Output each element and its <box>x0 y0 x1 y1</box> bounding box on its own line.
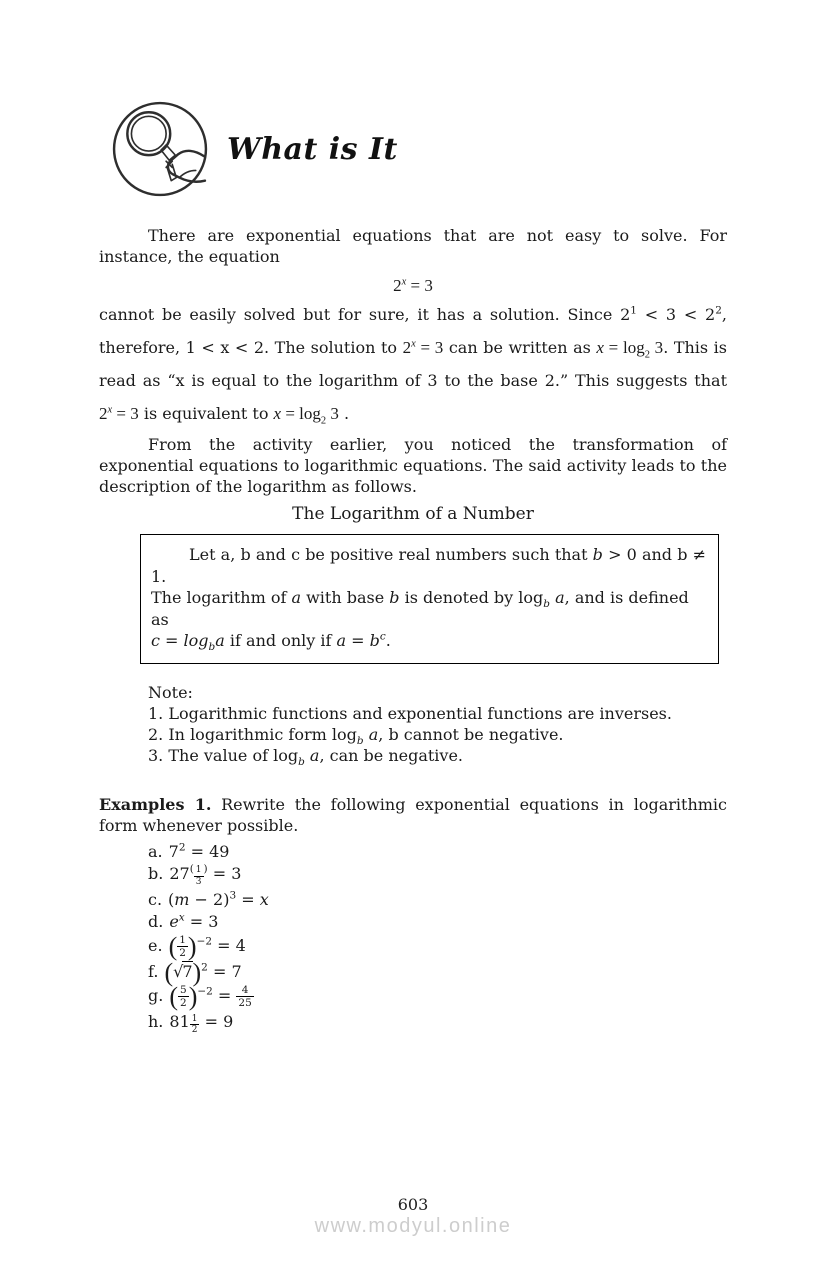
example-equation: $(m - 2)^3 = x$ <box>168 889 269 909</box>
example-item-e <box>148 931 727 961</box>
examples-list <box>148 842 727 1036</box>
section-header <box>111 100 727 198</box>
magnifying-glass-icon <box>111 100 209 198</box>
note-label: Note: <box>148 682 193 702</box>
example-equation: ( $\frac{1}{2}$ )$^{-2}$ = 4 <box>168 931 246 961</box>
intro-paragraph-2: cannot be easily solved but for sure, it has a solution. Since $2^1 < 3 < 2^2$, therefore, 1 < x < 2. The solution to $2^x = 3$ can be written as $x = \log_2 3$. This is read as “x is equal to the logarithm of 3 to the base 2.” This suggests that $2^x = 3$ is equivalent to $x = \log_2 3$ . <box>99 304 728 427</box>
page-number: 603 <box>397 1195 429 1214</box>
example-equation: ( $\frac{5}{2}$ )$^{-2}$ = $\frac{4}{25}$ <box>169 982 252 1012</box>
example-equation: $27^{( \frac{1}{3} )} = 3$ <box>169 863 242 887</box>
example-equation: $7^2 = 49$ <box>168 841 230 861</box>
example-label: b. <box>148 863 164 883</box>
note-item-2: 2. In logarithmic form $\log_b a$, b cannot be negative. <box>148 724 564 747</box>
example-label: c. <box>148 889 163 909</box>
example-label: e. <box>148 935 163 955</box>
example-item-a <box>148 842 727 861</box>
definition-line-2: The logarithm of a with base b is denoted by $\log_b a$, and is defined as <box>151 588 689 629</box>
page-title: What is It <box>227 131 398 167</box>
examples-heading: Examples 1. Rewrite the following exponential equations in logarithmic form whenever possible. <box>99 794 727 835</box>
logarithm-heading: The Logarithm of a Number <box>292 504 534 524</box>
example-label: d. <box>148 911 164 931</box>
definition-line-1: Let a, b and c be positive real numbers such that b > 0 and b ≠ 1. <box>151 545 706 586</box>
example-equation: 81 $^{\frac{1}{2}}$ = 9 <box>169 1012 234 1036</box>
example-item-f <box>148 957 727 987</box>
intro-paragraph-3: From the activity earlier, you noticed the transformation of exponential equations to logarithmic equations. The said activity leads to the description of the logarithm as follows. <box>99 435 727 496</box>
intro-paragraph-1: There are exponential equations that are not easy to solve. For instance, the equation <box>99 226 727 266</box>
watermark: www.modyul.online <box>314 1215 512 1237</box>
definition-line-3: $c = \log_ba$ if and only if $a = b^c$. <box>151 630 391 654</box>
example-label: f. <box>148 961 159 981</box>
note-item-1: 1. Logarithmic functions and exponential functions are inverses. <box>148 703 672 723</box>
example-item-c <box>148 890 727 909</box>
example-label: h. <box>148 1012 164 1032</box>
note-section <box>148 682 727 766</box>
definition-box <box>140 534 719 664</box>
example-label: g. <box>148 986 164 1006</box>
note-item-3: 3. The value of $\log_b a$, can be negative. <box>148 745 464 768</box>
example-item-g <box>148 982 727 1012</box>
example-equation: $(√7)^2 = 7$ <box>164 957 242 987</box>
example-item-d <box>148 912 727 931</box>
example-label: a. <box>148 841 163 861</box>
example-equation: $e^x = 3$ <box>169 911 219 931</box>
example-item-b <box>148 864 727 887</box>
centered-equation: $2^x = 3$ <box>393 276 433 295</box>
page-content <box>99 100 727 1035</box>
example-item-h <box>148 1012 727 1035</box>
